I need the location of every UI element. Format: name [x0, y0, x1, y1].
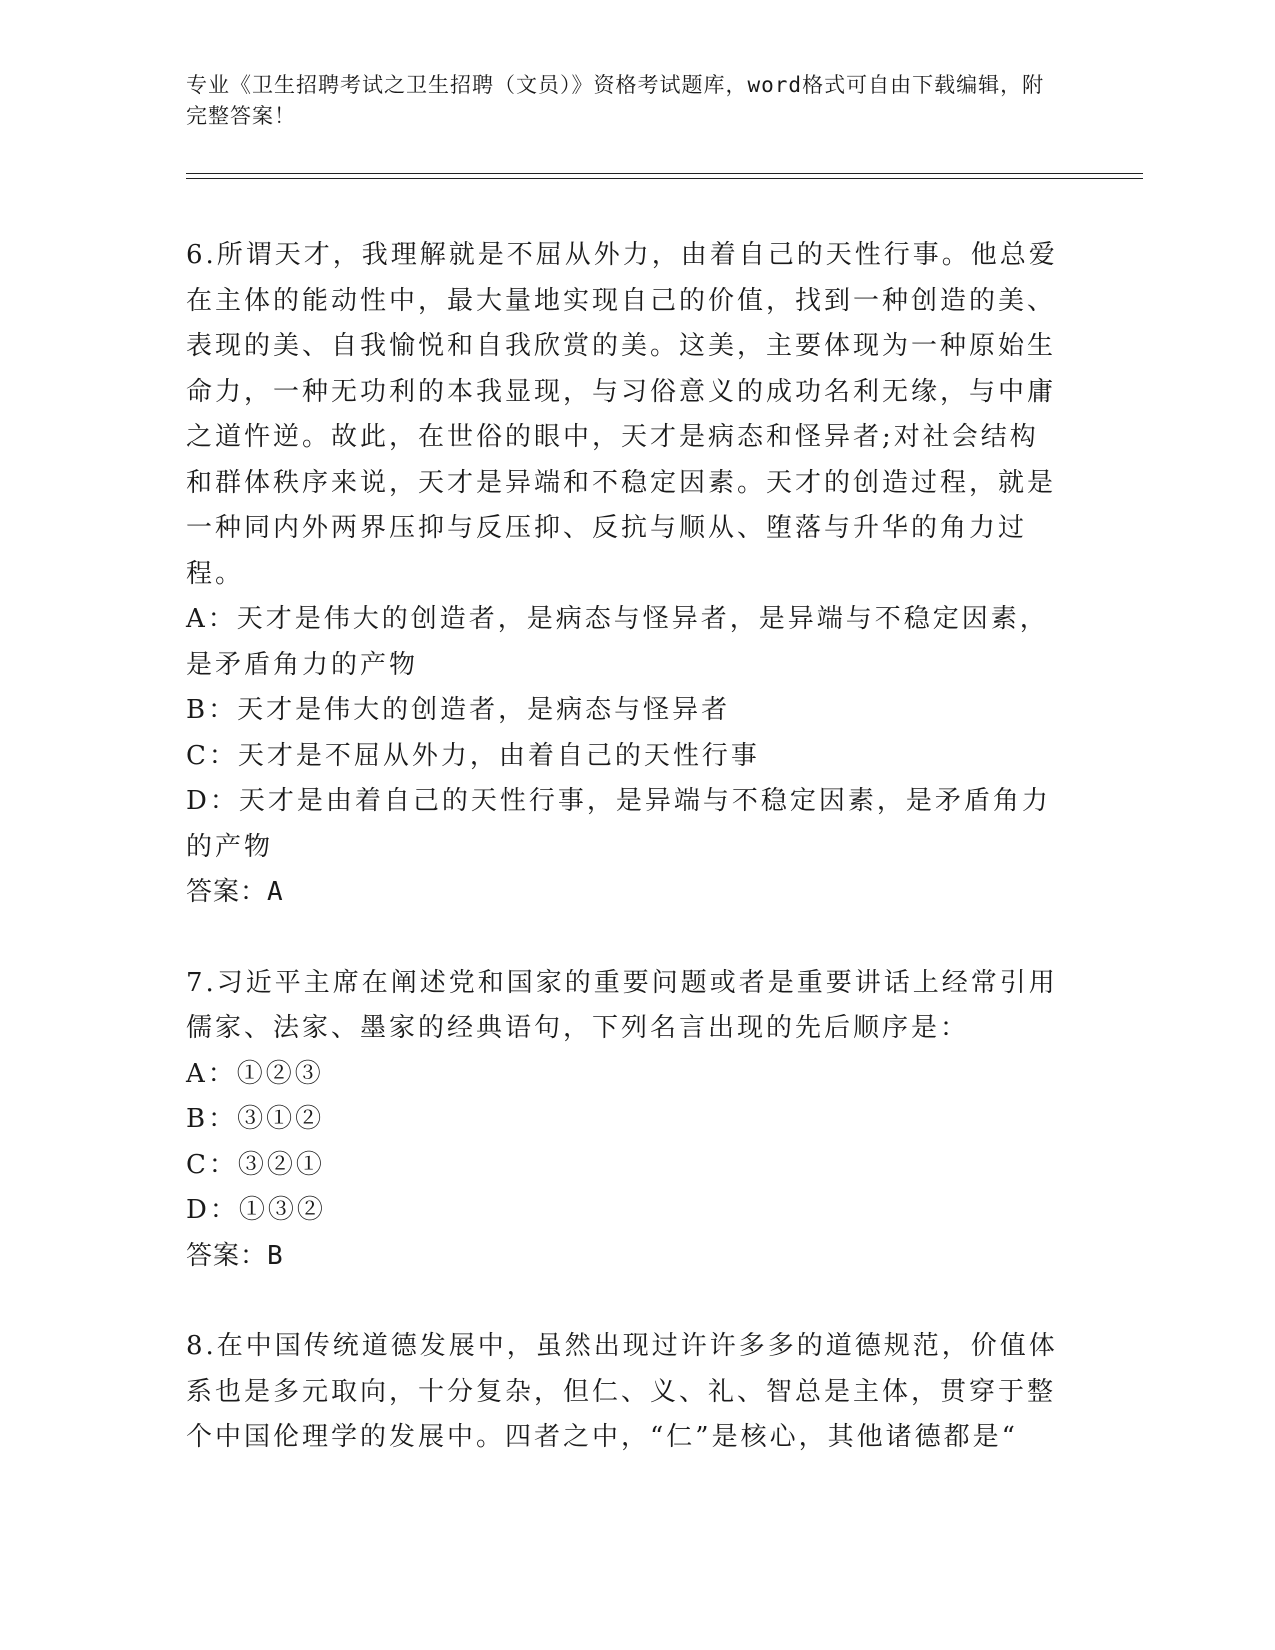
answer-line — [186, 1234, 1066, 1280]
option-b: B：天才是伟大的创造者，是病态与怪异者 — [186, 695, 731, 725]
answer-label: 答案： — [186, 877, 268, 907]
answer-value: B — [267, 1240, 284, 1271]
option-c: C：③②① — [186, 1149, 325, 1180]
question-7 — [186, 961, 1066, 1280]
header-divider-bottom — [186, 178, 1143, 179]
option-b: B：③①② — [186, 1104, 325, 1134]
document-header: 专业《卫生招聘考试之卫生招聘（文员）》资格考试题库，word格式可自由下载编辑，附完整答案！ — [186, 73, 1045, 128]
header-divider-top — [186, 173, 1143, 174]
option-c: C：天才是不屈从外力，由着自己的天性行事 — [186, 740, 760, 771]
option-a: A：①②③ — [186, 1058, 324, 1089]
option-d: D：①③② — [186, 1195, 326, 1225]
question-6 — [186, 233, 1066, 916]
question-list — [186, 233, 1066, 1506]
answer-label: 答案： — [186, 1240, 268, 1271]
question-stem: 6.所谓天才，我理解就是不屈从外力，由着自己的天性行事。他总爱在主体的能动性中，最大量地实现自己的价值，找到一种创造的美、表现的美、自我愉悦和自我欣赏的美。这美，主要体现为一种原始生命力，一种无功利的本我显现，与习俗意义的成功名利无缘，与中庸之道忤逆。故此，在世俗的眼中，天才是病态和怪异者;对社会结构和群体秩序来说，天才是异端和不稳定因素。天才的创造过程，就是一种同内外两界压抑与反压抑、反抗与顺从、堕落与升华的角力过程。 — [186, 240, 1058, 589]
answer-value: A — [267, 877, 284, 907]
question-8 — [186, 1324, 1066, 1461]
option-a: A：天才是伟大的创造者，是病态与怪异者，是异端与不稳定因素，是矛盾角力的产物 — [186, 604, 1049, 680]
option-d: D：天才是由着自己的天性行事，是异端与不稳定因素，是矛盾角力的产物 — [186, 786, 1051, 862]
question-stem: 8.在中国传统道德发展中，虽然出现过许许多多的道德规范，价值体系也是多元取向，十分复杂，但仁、义、礼、智总是主体，贯穿于整个中国伦理学的发展中。四者之中，“仁”是核心，其他诸德都是“ — [186, 1331, 1058, 1452]
question-stem: 7.习近平主席在阐述党和国家的重要问题或者是重要讲话上经常引用儒家、法家、墨家的经典语句，下列名言出现的先后顺序是： — [186, 967, 1058, 1043]
answer-line — [186, 870, 1066, 916]
